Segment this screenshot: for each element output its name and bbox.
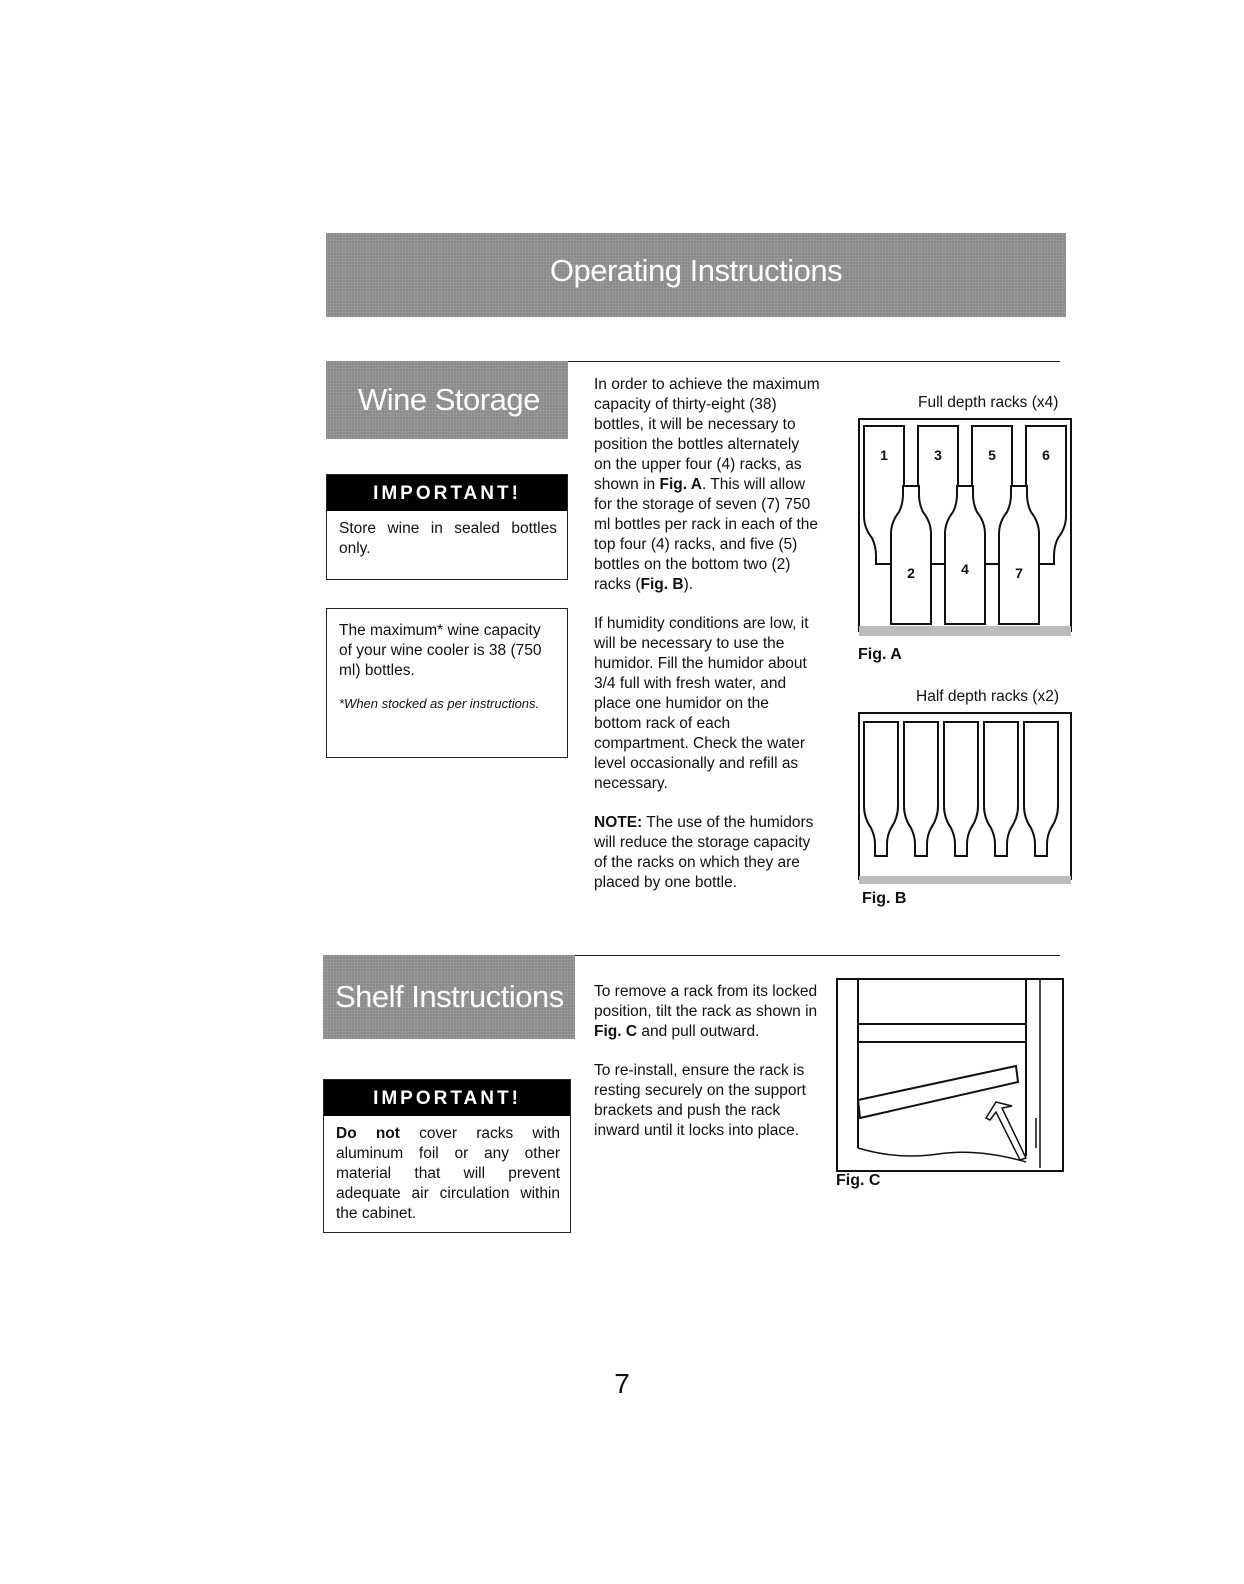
wine-paragraph-1: In order to achieve the maximum capacity of thirty-eight (38) bottles, it will be necessary to position the bottles alternately on the upper four (4) racks, as shown in Fig. A. This will allow for the storage of seven (7) 750 ml bottles per rack in each of the top four (4) racks, and five (5) bottles on the bottom two (2) racks (Fig. B). bbox=[594, 376, 820, 593]
shelf-text bbox=[594, 982, 822, 1160]
fig-b-caption: Half depth racks (x2) bbox=[916, 688, 1059, 705]
wine-paragraph-2: If humidity conditions are low, it will be necessary to use the humidor. Fill the humidor about 3/4 full with fresh water, and place one humidor on the bottom rack of each compartment. Check the water level occasionally and refill as necessary. bbox=[594, 615, 809, 792]
fig-a-label: Fig. A bbox=[858, 646, 902, 663]
fig-b-diagram bbox=[858, 712, 1072, 884]
shelf-important-heading: IMPORTANT! bbox=[324, 1080, 570, 1116]
wine-important-text: Store wine in sealed bottles only. bbox=[339, 520, 557, 557]
wine-storage-banner bbox=[326, 361, 568, 439]
capacity-note-box bbox=[326, 608, 568, 758]
bottle-number-6: 6 bbox=[1042, 447, 1050, 463]
page-number: 7 bbox=[614, 1368, 630, 1399]
bottle-number-5: 5 bbox=[988, 447, 996, 463]
fig-a-diagram bbox=[858, 418, 1072, 638]
wine-storage-text bbox=[594, 375, 820, 912]
shelf-title: Shelf Instructions bbox=[335, 979, 564, 1014]
shelf-banner bbox=[323, 955, 575, 1039]
fig-c-ref: Fig. C bbox=[594, 1023, 638, 1040]
wine-important-box bbox=[326, 474, 568, 580]
bottle-number-2: 2 bbox=[907, 565, 915, 581]
note-label: NOTE: bbox=[594, 814, 643, 831]
fig-c-label: Fig. C bbox=[836, 1172, 881, 1189]
bottle-number-1: 1 bbox=[880, 447, 888, 463]
capacity-footnote: *When stocked as per instructions. bbox=[339, 696, 540, 711]
wine-note: NOTE: The use of the humidors will reduce the storage capacity of the racks on which they are placed by one bottle. bbox=[594, 814, 814, 891]
bottle-number-4: 4 bbox=[961, 561, 969, 577]
capacity-note-text: The maximum* wine capacity of your wine cooler is 38 (750 ml) bottles. bbox=[339, 622, 542, 679]
header-banner bbox=[326, 233, 1066, 317]
fig-b-ref: Fig. B bbox=[640, 576, 684, 593]
shelf-important-text: Do not cover racks with aluminum foil or any other material that will prevent adequate air circulation within the cabinet. bbox=[336, 1125, 560, 1222]
bottle-number-3: 3 bbox=[934, 447, 942, 463]
fig-a-ref: Fig. A bbox=[659, 476, 702, 493]
wine-important-heading: IMPORTANT! bbox=[327, 475, 567, 511]
page-title: Operating Instructions bbox=[549, 253, 843, 288]
fig-a-caption: Full depth racks (x4) bbox=[918, 394, 1059, 411]
bottle-number-7: 7 bbox=[1015, 565, 1023, 581]
shelf-paragraph-1: To remove a rack from its locked position, tilt the rack as shown in Fig. C and pull outward. bbox=[594, 983, 818, 1040]
shelf-important-box bbox=[323, 1079, 571, 1233]
wine-storage-title: Wine Storage bbox=[358, 382, 540, 417]
fig-b-label: Fig. B bbox=[862, 890, 907, 907]
fig-c-diagram bbox=[836, 978, 1066, 1178]
shelf-paragraph-2: To re-install, ensure the rack is resting securely on the support brackets and push the rack inward until it locks into place. bbox=[594, 1062, 806, 1139]
